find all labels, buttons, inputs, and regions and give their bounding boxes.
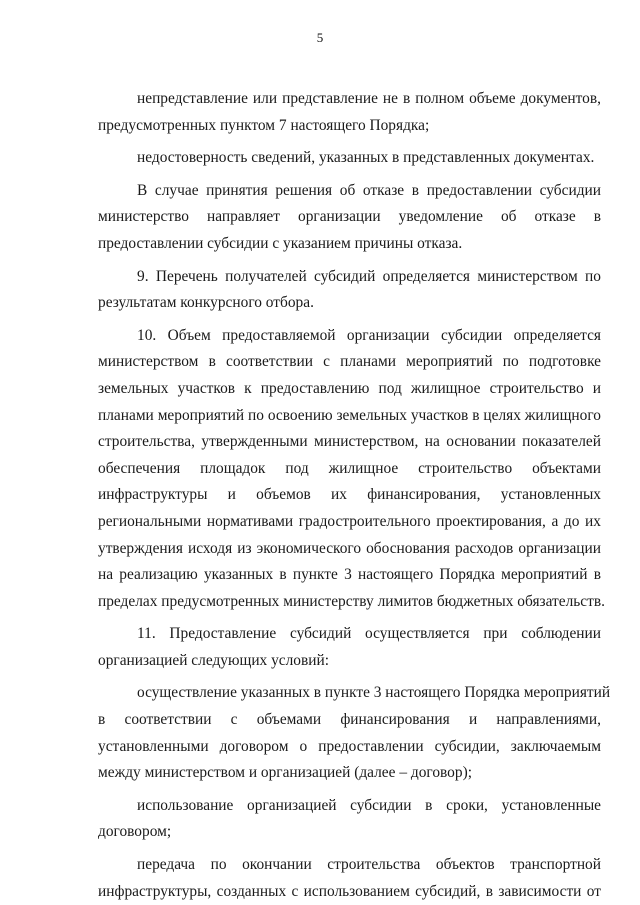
paragraph [98, 264, 601, 317]
text-line: В случае принятия решения об отказе в предоставлении субсидии [137, 181, 601, 199]
text-line: утверждения исходя из экономического обоснования расходов организации [98, 539, 601, 557]
text-line: региональными нормативами градостроительного проектирования, а до их [98, 512, 601, 530]
text-line: между министерством и организацией (далее – договор); [98, 764, 472, 782]
text-line: министерство направляет организации уведомление об отказе в [98, 208, 601, 226]
text-line: инфраструктуры, созданных с использованием субсидий, в зависимости от [98, 882, 601, 900]
paragraph [98, 621, 601, 674]
text-line: на реализацию указанных в пункте 3 настоящего Порядка мероприятий в [98, 566, 601, 584]
paragraph [98, 323, 605, 616]
document-body [98, 86, 611, 905]
text-line: передача по окончании строительства объектов транспортной [137, 856, 601, 874]
text-line: осуществление указанных в пункте 3 настоящего Порядка мероприятий [137, 684, 611, 702]
paragraph [98, 178, 601, 258]
text-line: организацией следующих условий: [98, 651, 330, 669]
text-line: предусмотренных пунктом 7 настоящего Порядка; [98, 116, 430, 134]
text-line: 9. Перечень получателей субсидий определяется министерством по [137, 267, 601, 285]
paragraph [98, 852, 601, 905]
text-line: в соответствии с объемами финансирования и направлениями, [98, 711, 601, 729]
text-line: 10. Объем предоставляемой организации субсидии определяется [137, 326, 601, 344]
text-line: 11. Предоставление субсидий осуществляется при соблюдении [137, 625, 601, 643]
text-line: использование организацией субсидии в сроки, установленные [137, 796, 601, 814]
page-number: 5 [316, 30, 324, 45]
paragraph [98, 86, 601, 139]
paragraph [98, 793, 601, 846]
text-line: планами мероприятий по освоению земельных участков в целях жилищного [98, 406, 601, 424]
text-line: инфраструктуры и объемов их финансирования, установленных [98, 486, 601, 504]
paragraph [98, 680, 611, 786]
text-line: договором; [98, 823, 172, 841]
text-line: строительства, утвержденными министерством, на основании показателей [98, 433, 601, 451]
text-line: непредставление или представление не в полном объеме документов, [137, 90, 601, 107]
text-line: предоставлении субсидии с указанием причины отказа. [98, 234, 463, 252]
text-line: пределах предусмотренных министерству лимитов бюджетных обязательств. [98, 592, 605, 610]
text-line: министерством в соответствии с планами мероприятий по подготовке [98, 353, 601, 371]
text-line: установленными договором о предоставлении субсидии, заключаемым [98, 737, 601, 755]
text-line: недостоверность сведений, указанных в представленных документах. [137, 149, 595, 167]
text-line: земельных участков к предоставлению под жилищное строительство и [98, 379, 601, 397]
paragraph [98, 145, 601, 172]
text-line: результатам конкурсного отбора. [98, 294, 314, 312]
text-line: обеспечения площадок под жилищное строительство объектами [98, 459, 601, 477]
